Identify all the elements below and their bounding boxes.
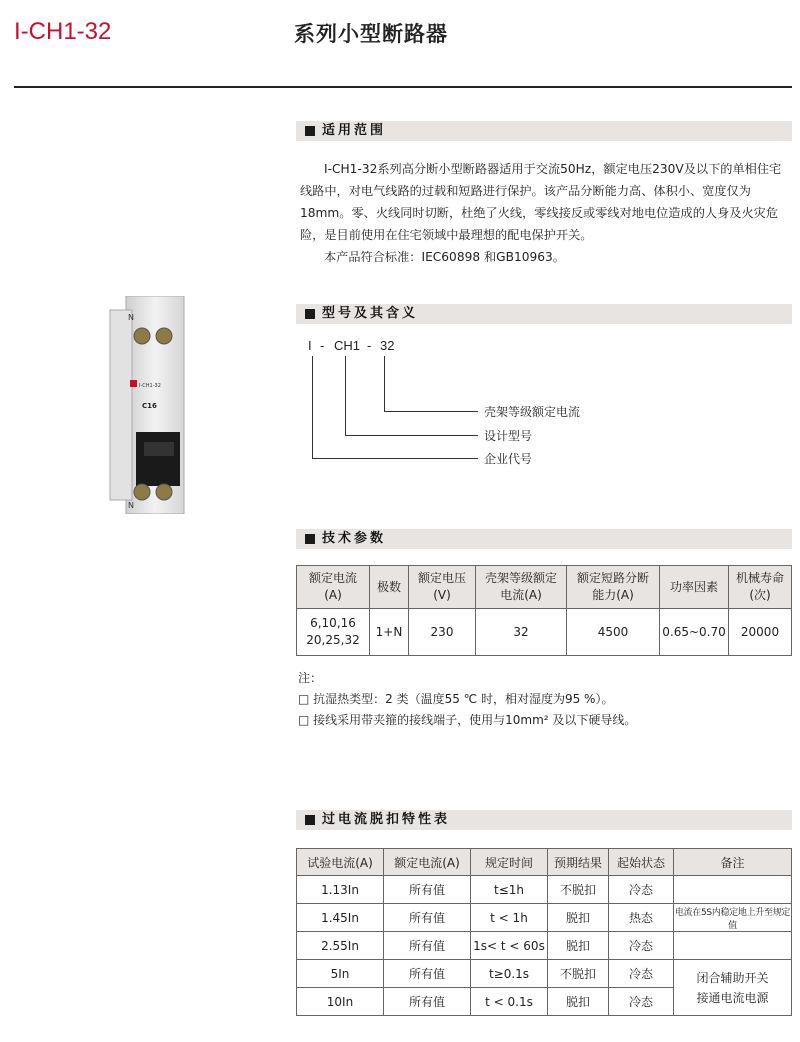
table-header-cell: 额定电流(A) — [384, 849, 471, 876]
section-header-model — [296, 304, 792, 324]
section-header-overcurrent — [296, 810, 792, 830]
connector-line — [312, 458, 478, 459]
overcurrent-table — [296, 848, 792, 1016]
table-header-cell: 规定时间 — [471, 849, 548, 876]
table-header-row — [297, 849, 792, 876]
table-cell: 1+N — [370, 609, 409, 656]
code-part-current: 32 — [380, 338, 395, 353]
table-cell — [674, 932, 792, 960]
table-cell: 不脱扣 — [548, 876, 609, 904]
meaning-label-current: 壳架等级额定电流 — [484, 405, 581, 419]
table-cell: 所有值 — [384, 932, 471, 960]
table-cell: 230 — [409, 609, 476, 656]
model-name: I-CH1-32 — [14, 18, 112, 45]
table-cell: t < 1h — [471, 904, 548, 932]
code-dash: - — [367, 338, 372, 353]
meaning-label-company: 企业代号 — [484, 452, 533, 466]
table-cell — [674, 876, 792, 904]
table-cell: 冷态 — [609, 932, 674, 960]
section-title: 技术参数 — [322, 531, 387, 546]
breaker-product-image — [104, 296, 204, 514]
code-part-series: CH1 — [334, 338, 361, 353]
notes-title: 注： — [298, 671, 323, 685]
table-row — [297, 609, 792, 656]
page-title: 系列小型断路器 — [294, 21, 448, 46]
table-cell: t≤1h — [471, 876, 548, 904]
table-cell: 6,10,16 20,25,32 — [297, 609, 370, 656]
header-divider — [14, 86, 792, 88]
section-title: 型号及其含义 — [322, 306, 419, 321]
connector-line — [384, 356, 385, 411]
table-header-cell: 预期结果 — [548, 849, 609, 876]
table-cell: 冷态 — [609, 960, 674, 988]
section-header-scope — [296, 121, 792, 141]
table-cell: 1.13In — [297, 876, 384, 904]
table-header-cell: 壳架等级额定 电流(A) — [476, 566, 567, 609]
table-cell: 0.65~0.70 — [660, 609, 729, 656]
table-cell: 不脱扣 — [548, 960, 609, 988]
table-cell: 所有值 — [384, 960, 471, 988]
table-cell: 热态 — [609, 904, 674, 932]
table-cell: 4500 — [567, 609, 660, 656]
table-cell: 1s< t < 60s — [471, 932, 548, 960]
section-title: 适用范围 — [322, 123, 387, 138]
section-title: 过电流脱扣特性表 — [322, 812, 451, 827]
table-header-cell: 额定电流 (A) — [297, 566, 370, 609]
meaning-label-design: 设计型号 — [484, 429, 533, 443]
note-item: □ 抗湿热类型：2 类（温度55 ℃ 时，相对湿度为95 %）。 — [298, 692, 614, 706]
scope-standard: 本产品符合标准：IEC60898 和GB10963。 — [324, 250, 565, 264]
table-cell: 1.45In — [297, 904, 384, 932]
connector-line — [345, 435, 478, 436]
section-square-icon — [305, 126, 315, 136]
table-cell: 20000 — [729, 609, 792, 656]
connector-line — [312, 356, 313, 458]
connector-line — [345, 356, 346, 435]
table-header-cell: 功率因素 — [660, 566, 729, 609]
table-cell: 所有值 — [384, 904, 471, 932]
terminal-label-bottom: N — [128, 501, 134, 510]
table-cell: 脱扣 — [548, 904, 609, 932]
section-header-tech — [296, 529, 792, 549]
table-header-cell: 备注 — [674, 849, 792, 876]
table-cell: 脱扣 — [548, 988, 609, 1016]
table-header-cell: 额定短路分断 能力(A) — [567, 566, 660, 609]
table-cell: 5In — [297, 960, 384, 988]
remark-cell: 闭合辅助开关 接通电流电源 — [674, 960, 792, 1016]
table-cell: 32 — [476, 609, 567, 656]
table-header-cell: 机械寿命 (次) — [729, 566, 792, 609]
terminal-label-top: N — [128, 313, 134, 322]
table-cell: 所有值 — [384, 876, 471, 904]
table-cell: 2.55In — [297, 932, 384, 960]
table-header-cell: 额定电压 (V) — [409, 566, 476, 609]
code-dash: - — [320, 338, 325, 353]
notes — [298, 668, 636, 731]
table-cell: 所有值 — [384, 988, 471, 1016]
table-header-cell: 起始状态 — [609, 849, 674, 876]
brand-label: I-CH1-32 — [139, 383, 161, 389]
scope-text — [300, 158, 792, 268]
connector-line — [384, 411, 478, 412]
table-row — [297, 932, 792, 960]
note-item: □ 接线采用带夹箍的接线端子，使用与10mm² 及以下硬导线。 — [298, 713, 637, 727]
table-cell: 脱扣 — [548, 932, 609, 960]
section-square-icon — [305, 309, 315, 319]
table-cell: 冷态 — [609, 988, 674, 1016]
section-square-icon — [305, 534, 315, 544]
table-header-cell: 试验电流(A) — [297, 849, 384, 876]
table-cell: 冷态 — [609, 876, 674, 904]
table-header-row — [297, 566, 792, 609]
section-square-icon — [305, 815, 315, 825]
scope-paragraph: I-CH1-32系列高分断小型断路器适用于交流50Hz，额定电压230V及以下的单相住宅线路中，对电气线路的过载和短路进行保护。该产品分断能力高、体积小、宽度仅为 18mm。零、火线同时切断，杜绝了火线，零线接反或零线对地电位造成的人身及火灾危险，是目前使用在住宅领域中最理想的配电保护开关。 — [300, 162, 782, 242]
code-part-prefix: I — [308, 338, 312, 353]
table-cell: t≥0.1s — [471, 960, 548, 988]
remark-cell: 电流在5S内稳定地上升至规定值 — [674, 904, 792, 932]
table-cell: 10In — [297, 988, 384, 1016]
table-row — [297, 960, 792, 988]
table-row — [297, 904, 792, 932]
tech-params-table — [296, 565, 792, 656]
rating-label: C16 — [142, 402, 157, 410]
table-cell: t < 0.1s — [471, 988, 548, 1016]
table-header-cell: 极数 — [370, 566, 409, 609]
table-row — [297, 876, 792, 904]
